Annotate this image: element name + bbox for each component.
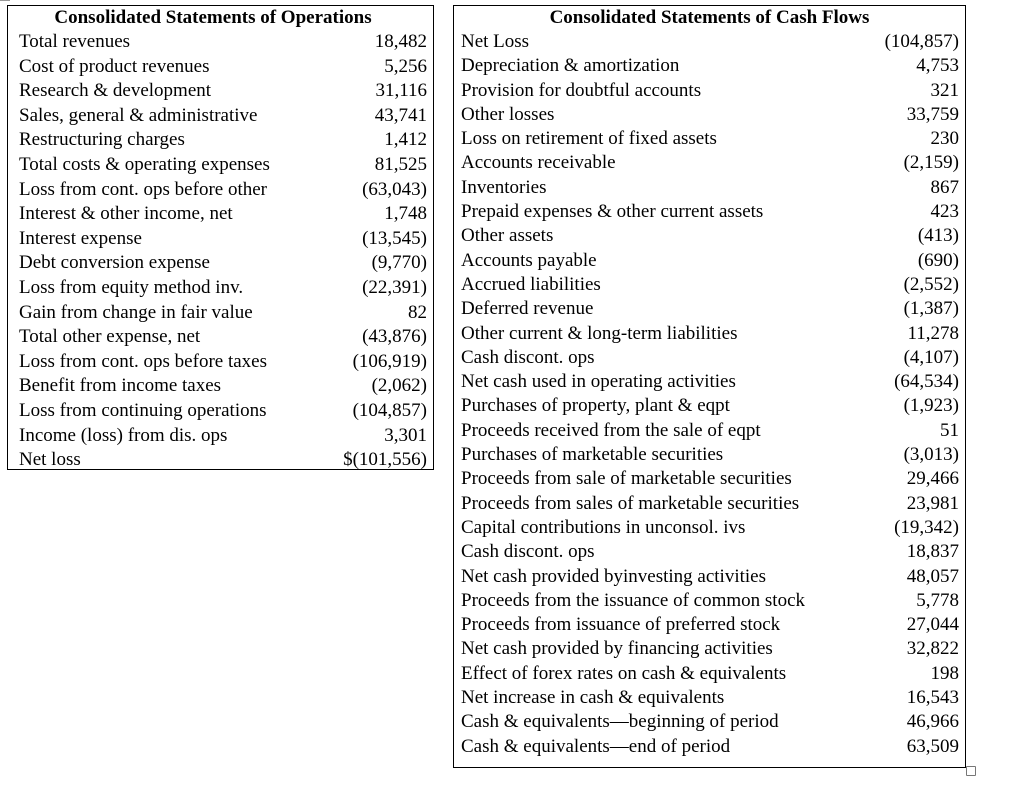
cash-flows-row-value: (64,534) <box>894 371 959 393</box>
operations-row-value: (9,770) <box>371 252 427 274</box>
cash-flows-rows <box>454 30 965 759</box>
operations-row <box>8 325 433 350</box>
operations-row <box>8 128 433 153</box>
operations-row <box>8 55 433 80</box>
cash-flows-row <box>454 54 965 78</box>
operations-row-value: (22,391) <box>362 276 427 298</box>
cash-flows-row-value: (1,387) <box>903 298 959 320</box>
cash-flows-row-value: (1,923) <box>903 395 959 417</box>
cash-flows-row <box>454 176 965 200</box>
cash-flows-row-value: 23,981 <box>906 492 959 514</box>
cash-flows-row <box>454 224 965 248</box>
cash-flows-row <box>454 322 965 346</box>
cash-flows-row-value: (19,342) <box>894 516 959 538</box>
operations-row-label: Interest & other income, net <box>19 203 233 225</box>
cash-flows-row-value: 16,543 <box>906 687 959 709</box>
cash-flows-row-label: Inventories <box>461 176 547 198</box>
operations-row <box>8 153 433 178</box>
operations-row-label: Total other expense, net <box>19 326 201 348</box>
cash-flows-row <box>454 613 965 637</box>
cash-flows-row <box>454 370 965 394</box>
operations-row-label: Cost of product revenues <box>19 55 210 77</box>
cash-flows-row-value: 63,509 <box>906 735 959 757</box>
resize-handle[interactable] <box>966 766 976 776</box>
cash-flows-row-label: Effect of forex rates on cash & equivalents <box>461 662 787 684</box>
cash-flows-row-label: Capital contributions in unconsol. ivs <box>461 516 746 538</box>
operations-row-label: Loss from cont. ops before taxes <box>19 350 267 372</box>
cash-flows-row <box>454 419 965 443</box>
operations-row-label: Loss from continuing operations <box>19 399 267 421</box>
cash-flows-statement-table <box>453 5 966 768</box>
cash-flows-row <box>454 200 965 224</box>
operations-row-value: (104,857) <box>352 399 427 421</box>
operations-row-value: 18,482 <box>374 31 427 52</box>
cash-flows-row <box>454 273 965 297</box>
cash-flows-row <box>454 467 965 491</box>
operations-row-label: Debt conversion expense <box>19 252 210 274</box>
cash-flows-row-label: Deferred revenue <box>461 298 594 320</box>
operations-row-value: 82 <box>408 301 427 323</box>
cash-flows-row-value: 5,778 <box>916 589 959 611</box>
cash-flows-row-label: Net Loss <box>461 31 530 52</box>
operations-row <box>8 30 433 55</box>
operations-row <box>8 424 433 449</box>
operations-row-value: (13,545) <box>362 227 427 249</box>
cash-flows-row-label: Cash discont. ops <box>461 346 595 368</box>
cash-flows-row-label: Proceeds from sales of marketable securities <box>461 492 800 514</box>
cash-flows-row-label: Net cash provided by financing activities <box>461 638 773 660</box>
cash-flows-row-value: 32,822 <box>906 638 959 660</box>
cash-flows-row <box>454 492 965 516</box>
cash-flows-row-label: Net increase in cash & equivalents <box>461 687 725 709</box>
cash-flows-row <box>454 589 965 613</box>
operations-row-value: (43,876) <box>362 326 427 348</box>
operations-row-value: 81,525 <box>374 153 427 175</box>
operations-row <box>8 104 433 129</box>
cash-flows-row-label: Accrued liabilities <box>461 273 601 295</box>
cash-flows-row-value: 867 <box>930 176 959 198</box>
operations-row-value: 3,301 <box>384 424 427 446</box>
cash-flows-row-value: 18,837 <box>906 541 959 563</box>
operations-row-label: Interest expense <box>19 227 142 249</box>
cash-flows-row-label: Proceeds received from the sale of eqpt <box>461 419 761 441</box>
operations-row-label: Research & development <box>19 80 212 102</box>
operations-row-value: 43,741 <box>374 104 427 126</box>
cash-flows-row-value: 27,044 <box>906 614 959 636</box>
operations-row-label: Income (loss) from dis. ops <box>19 424 228 446</box>
operations-title: Consolidated Statements of Operations <box>54 7 372 28</box>
cash-flows-row-value: 423 <box>930 201 959 223</box>
operations-row <box>8 251 433 276</box>
cash-flows-row-label: Cash discont. ops <box>461 541 595 563</box>
cash-flows-row-label: Depreciation & amortization <box>461 55 680 77</box>
operations-row <box>8 301 433 326</box>
operations-row-label: Loss from cont. ops before other <box>19 178 267 200</box>
cash-flows-row-label: Accounts receivable <box>461 152 616 174</box>
cash-flows-row-value: 29,466 <box>906 468 959 490</box>
operations-row-value: 1,748 <box>384 203 427 225</box>
cash-flows-row-value: (104,857) <box>884 31 959 52</box>
cash-flows-title: Consolidated Statements of Cash Flows <box>549 7 870 28</box>
cash-flows-row-value: 198 <box>930 662 959 684</box>
cash-flows-row <box>454 637 965 661</box>
cash-flows-row <box>454 662 965 686</box>
cash-flows-row <box>454 30 965 54</box>
operations-statement-table <box>7 5 434 470</box>
operations-row-label: Gain from change in fair value <box>19 301 253 323</box>
cash-flows-row-value: 46,966 <box>906 711 959 733</box>
cash-flows-row-value: 33,759 <box>906 103 959 125</box>
cash-flows-row <box>454 565 965 589</box>
operations-row <box>8 79 433 104</box>
cash-flows-row-label: Purchases of property, plant & eqpt <box>461 395 730 417</box>
cash-flows-row-value: (4,107) <box>903 346 959 368</box>
cash-flows-row <box>454 443 965 467</box>
cash-flows-row-label: Loss on retirement of fixed assets <box>461 128 717 150</box>
operations-row-value: $(101,556) <box>343 449 427 471</box>
top-edge-mark <box>0 0 10 1</box>
cash-flows-row-label: Other current & long-term liabilities <box>461 322 738 344</box>
operations-rows <box>8 30 433 473</box>
operations-row <box>8 448 433 473</box>
cash-flows-row-label: Cash & equivalents—end of period <box>461 735 731 757</box>
operations-row <box>8 202 433 227</box>
cash-flows-row-label: Proceeds from issuance of preferred stock <box>461 614 781 636</box>
cash-flows-row <box>454 297 965 321</box>
cash-flows-row-label: Net cash provided byinvesting activities <box>461 565 766 587</box>
cash-flows-row <box>454 151 965 175</box>
cash-flows-row-label: Cash & equivalents—beginning of period <box>461 711 779 733</box>
operations-row-value: 31,116 <box>375 80 427 102</box>
operations-row-label: Benefit from income taxes <box>19 375 222 397</box>
cash-flows-row <box>454 394 965 418</box>
cash-flows-row-label: Net cash used in operating activities <box>461 371 736 393</box>
operations-row-label: Net loss <box>19 449 81 471</box>
cash-flows-row-value: (413) <box>917 225 959 247</box>
operations-row-label: Sales, general & administrative <box>19 104 258 126</box>
operations-row-label: Restructuring charges <box>19 129 185 151</box>
cash-flows-row-label: Proceeds from the issuance of common stock <box>461 589 806 611</box>
operations-row-label: Total costs & operating expenses <box>19 153 270 175</box>
operations-row-value: 5,256 <box>384 55 427 77</box>
cash-flows-row-label: Prepaid expenses & other current assets <box>461 201 764 223</box>
cash-flows-row-label: Accounts payable <box>461 249 597 271</box>
operations-row-value: (2,062) <box>371 375 427 397</box>
cash-flows-row-label: Provision for doubtful accounts <box>461 79 702 101</box>
operations-row-label: Loss from equity method inv. <box>19 276 244 298</box>
operations-row <box>8 276 433 301</box>
cash-flows-row-value: (2,159) <box>903 152 959 174</box>
operations-row-value: (63,043) <box>362 178 427 200</box>
cash-flows-row-value: (2,552) <box>903 273 959 295</box>
cash-flows-row-value: 51 <box>940 419 959 441</box>
cash-flows-row <box>454 346 965 370</box>
operations-row <box>8 227 433 252</box>
cash-flows-row-label: Purchases of marketable securities <box>461 444 724 466</box>
cash-flows-row-value: 48,057 <box>906 565 959 587</box>
cash-flows-row-label: Proceeds from sale of marketable securities <box>461 468 792 490</box>
operations-row-label: Total revenues <box>19 31 131 52</box>
operations-row <box>8 399 433 424</box>
operations-row <box>8 374 433 399</box>
cash-flows-row-value: 230 <box>930 128 959 150</box>
operations-row-value: 1,412 <box>384 129 427 151</box>
cash-flows-row <box>454 249 965 273</box>
cash-flows-row <box>454 540 965 564</box>
operations-row-value: (106,919) <box>352 350 427 372</box>
cash-flows-row <box>454 686 965 710</box>
cash-flows-row <box>454 735 965 759</box>
cash-flows-row <box>454 127 965 151</box>
operations-row <box>8 178 433 203</box>
cash-flows-row-value: (3,013) <box>903 444 959 466</box>
cash-flows-row <box>454 103 965 127</box>
cash-flows-row <box>454 516 965 540</box>
operations-row <box>8 350 433 375</box>
cash-flows-row-value: 11,278 <box>907 322 959 344</box>
cash-flows-row-value: 321 <box>930 79 959 101</box>
cash-flows-row-value: 4,753 <box>916 55 959 77</box>
cash-flows-row-label: Other losses <box>461 103 555 125</box>
cash-flows-row-value: (690) <box>917 249 959 271</box>
cash-flows-row <box>454 710 965 734</box>
cash-flows-row <box>454 79 965 103</box>
cash-flows-row-label: Other assets <box>461 225 554 247</box>
